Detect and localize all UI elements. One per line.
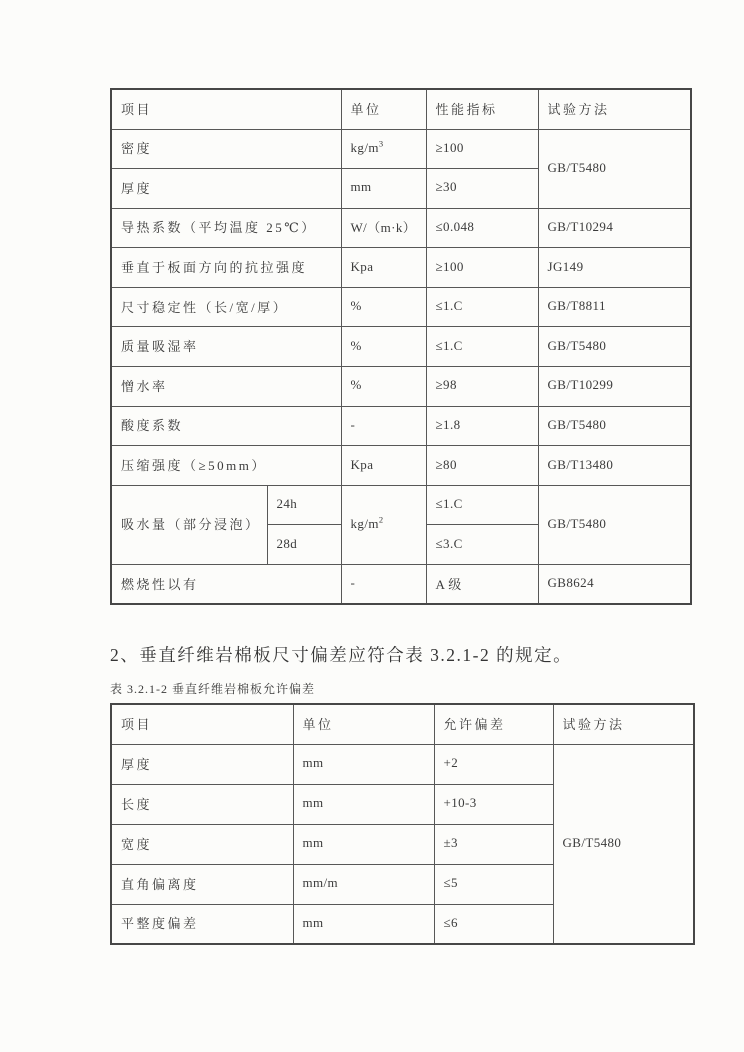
cell-unit: mm [293, 784, 434, 824]
table-row [111, 446, 691, 486]
cell-index: ≤3.C [426, 525, 538, 565]
cell-item: 憎水率 [111, 367, 341, 407]
table-row [111, 208, 691, 248]
cell-item: 厚度 [111, 744, 293, 784]
unit-superscript: 2 [378, 514, 384, 525]
cell-unit-merged [341, 485, 426, 564]
cell-index: ≤1.C [426, 327, 538, 367]
cell-deviation: ±3 [434, 824, 553, 864]
cell-item: 导热系数（平均温度 25℃） [111, 208, 341, 248]
cell-unit: mm [293, 744, 434, 784]
header-unit: 单位 [341, 89, 426, 129]
cell-method: JG149 [538, 248, 691, 288]
unit-base: kg/m [350, 139, 379, 155]
table-row [111, 485, 691, 525]
cell-index: ≥1.8 [426, 406, 538, 446]
cell-unit: Kpa [341, 248, 426, 288]
header-method: 试验方法 [553, 704, 694, 744]
cell-unit: mm/m [293, 864, 434, 904]
cell-index: ≥100 [426, 129, 538, 169]
table-row [111, 327, 691, 367]
cell-deviation: +2 [434, 744, 553, 784]
cell-unit [341, 129, 426, 169]
cell-deviation: ≤6 [434, 904, 553, 944]
cell-index: ≤1.C [426, 485, 538, 525]
cell-subitem: 24h [267, 485, 341, 525]
unit-base: kg/m [350, 515, 379, 531]
header-index: 性能指标 [426, 89, 538, 129]
cell-method: GB/T8811 [538, 287, 691, 327]
cell-deviation: ≤5 [434, 864, 553, 904]
cell-item: 垂直于板面方向的抗拉强度 [111, 248, 341, 288]
cell-method: GB8624 [538, 565, 691, 605]
cell-item: 直角偏离度 [111, 864, 293, 904]
cell-deviation: +10-3 [434, 784, 553, 824]
header-unit: 单位 [293, 704, 434, 744]
cell-item: 燃烧性以有 [111, 565, 341, 605]
tolerance-table [110, 703, 695, 945]
cell-item: 尺寸稳定性（长/宽/厚） [111, 287, 341, 327]
section-heading: 2、垂直纤维岩棉板尺寸偏差应符合表 3.2.1-2 的规定。 [110, 645, 573, 665]
cell-item: 宽度 [111, 824, 293, 864]
cell-item: 密度 [111, 129, 341, 169]
table-row [111, 367, 691, 407]
cell-unit: mm [293, 904, 434, 944]
cell-item: 压缩强度（≥50mm） [111, 446, 341, 486]
cell-subitem: 28d [267, 525, 341, 565]
cell-item: 酸度系数 [111, 406, 341, 446]
table-caption: 表 3.2.1-2 垂直纤维岩棉板允许偏差 [110, 682, 315, 696]
cell-method: GB/T10294 [538, 208, 691, 248]
table-row [111, 248, 691, 288]
header-deviation: 允许偏差 [434, 704, 553, 744]
cell-method: GB/T13480 [538, 446, 691, 486]
cell-unit: W/（m·k） [341, 208, 426, 248]
cell-unit: % [341, 327, 426, 367]
cell-method-merged: GB/T5480 [538, 485, 691, 564]
table-row [111, 565, 691, 605]
cell-item: 厚度 [111, 169, 341, 209]
cell-index: ≥98 [426, 367, 538, 407]
header-item: 项目 [111, 704, 293, 744]
cell-index: A 级 [426, 565, 538, 605]
cell-index: ≤1.C [426, 287, 538, 327]
cell-method-merged: GB/T5480 [538, 129, 691, 208]
table-row [111, 129, 691, 169]
header-item: 项目 [111, 89, 341, 129]
cell-item: 长度 [111, 784, 293, 824]
performance-table [110, 88, 692, 605]
cell-unit: % [341, 287, 426, 327]
cell-index: ≥100 [426, 248, 538, 288]
table-header-row [111, 704, 694, 744]
cell-unit: mm [341, 169, 426, 209]
table-row [111, 406, 691, 446]
cell-unit: mm [293, 824, 434, 864]
cell-unit: % [341, 367, 426, 407]
table-row [111, 287, 691, 327]
cell-unit: Kpa [341, 446, 426, 486]
cell-item: 质量吸湿率 [111, 327, 341, 367]
cell-method: GB/T5480 [538, 327, 691, 367]
cell-unit: - [341, 565, 426, 605]
header-method: 试验方法 [538, 89, 691, 129]
cell-unit: - [341, 406, 426, 446]
cell-method-merged: GB/T5480 [553, 744, 694, 944]
cell-index: ≥30 [426, 169, 538, 209]
cell-item: 平整度偏差 [111, 904, 293, 944]
cell-method: GB/T5480 [538, 406, 691, 446]
cell-index: ≥80 [426, 446, 538, 486]
table-header-row [111, 89, 691, 129]
table-row [111, 744, 694, 784]
cell-item-merged: 吸水量（部分浸泡） [111, 485, 267, 564]
cell-index: ≤0.048 [426, 208, 538, 248]
cell-method: GB/T10299 [538, 367, 691, 407]
unit-superscript: 3 [378, 138, 384, 149]
